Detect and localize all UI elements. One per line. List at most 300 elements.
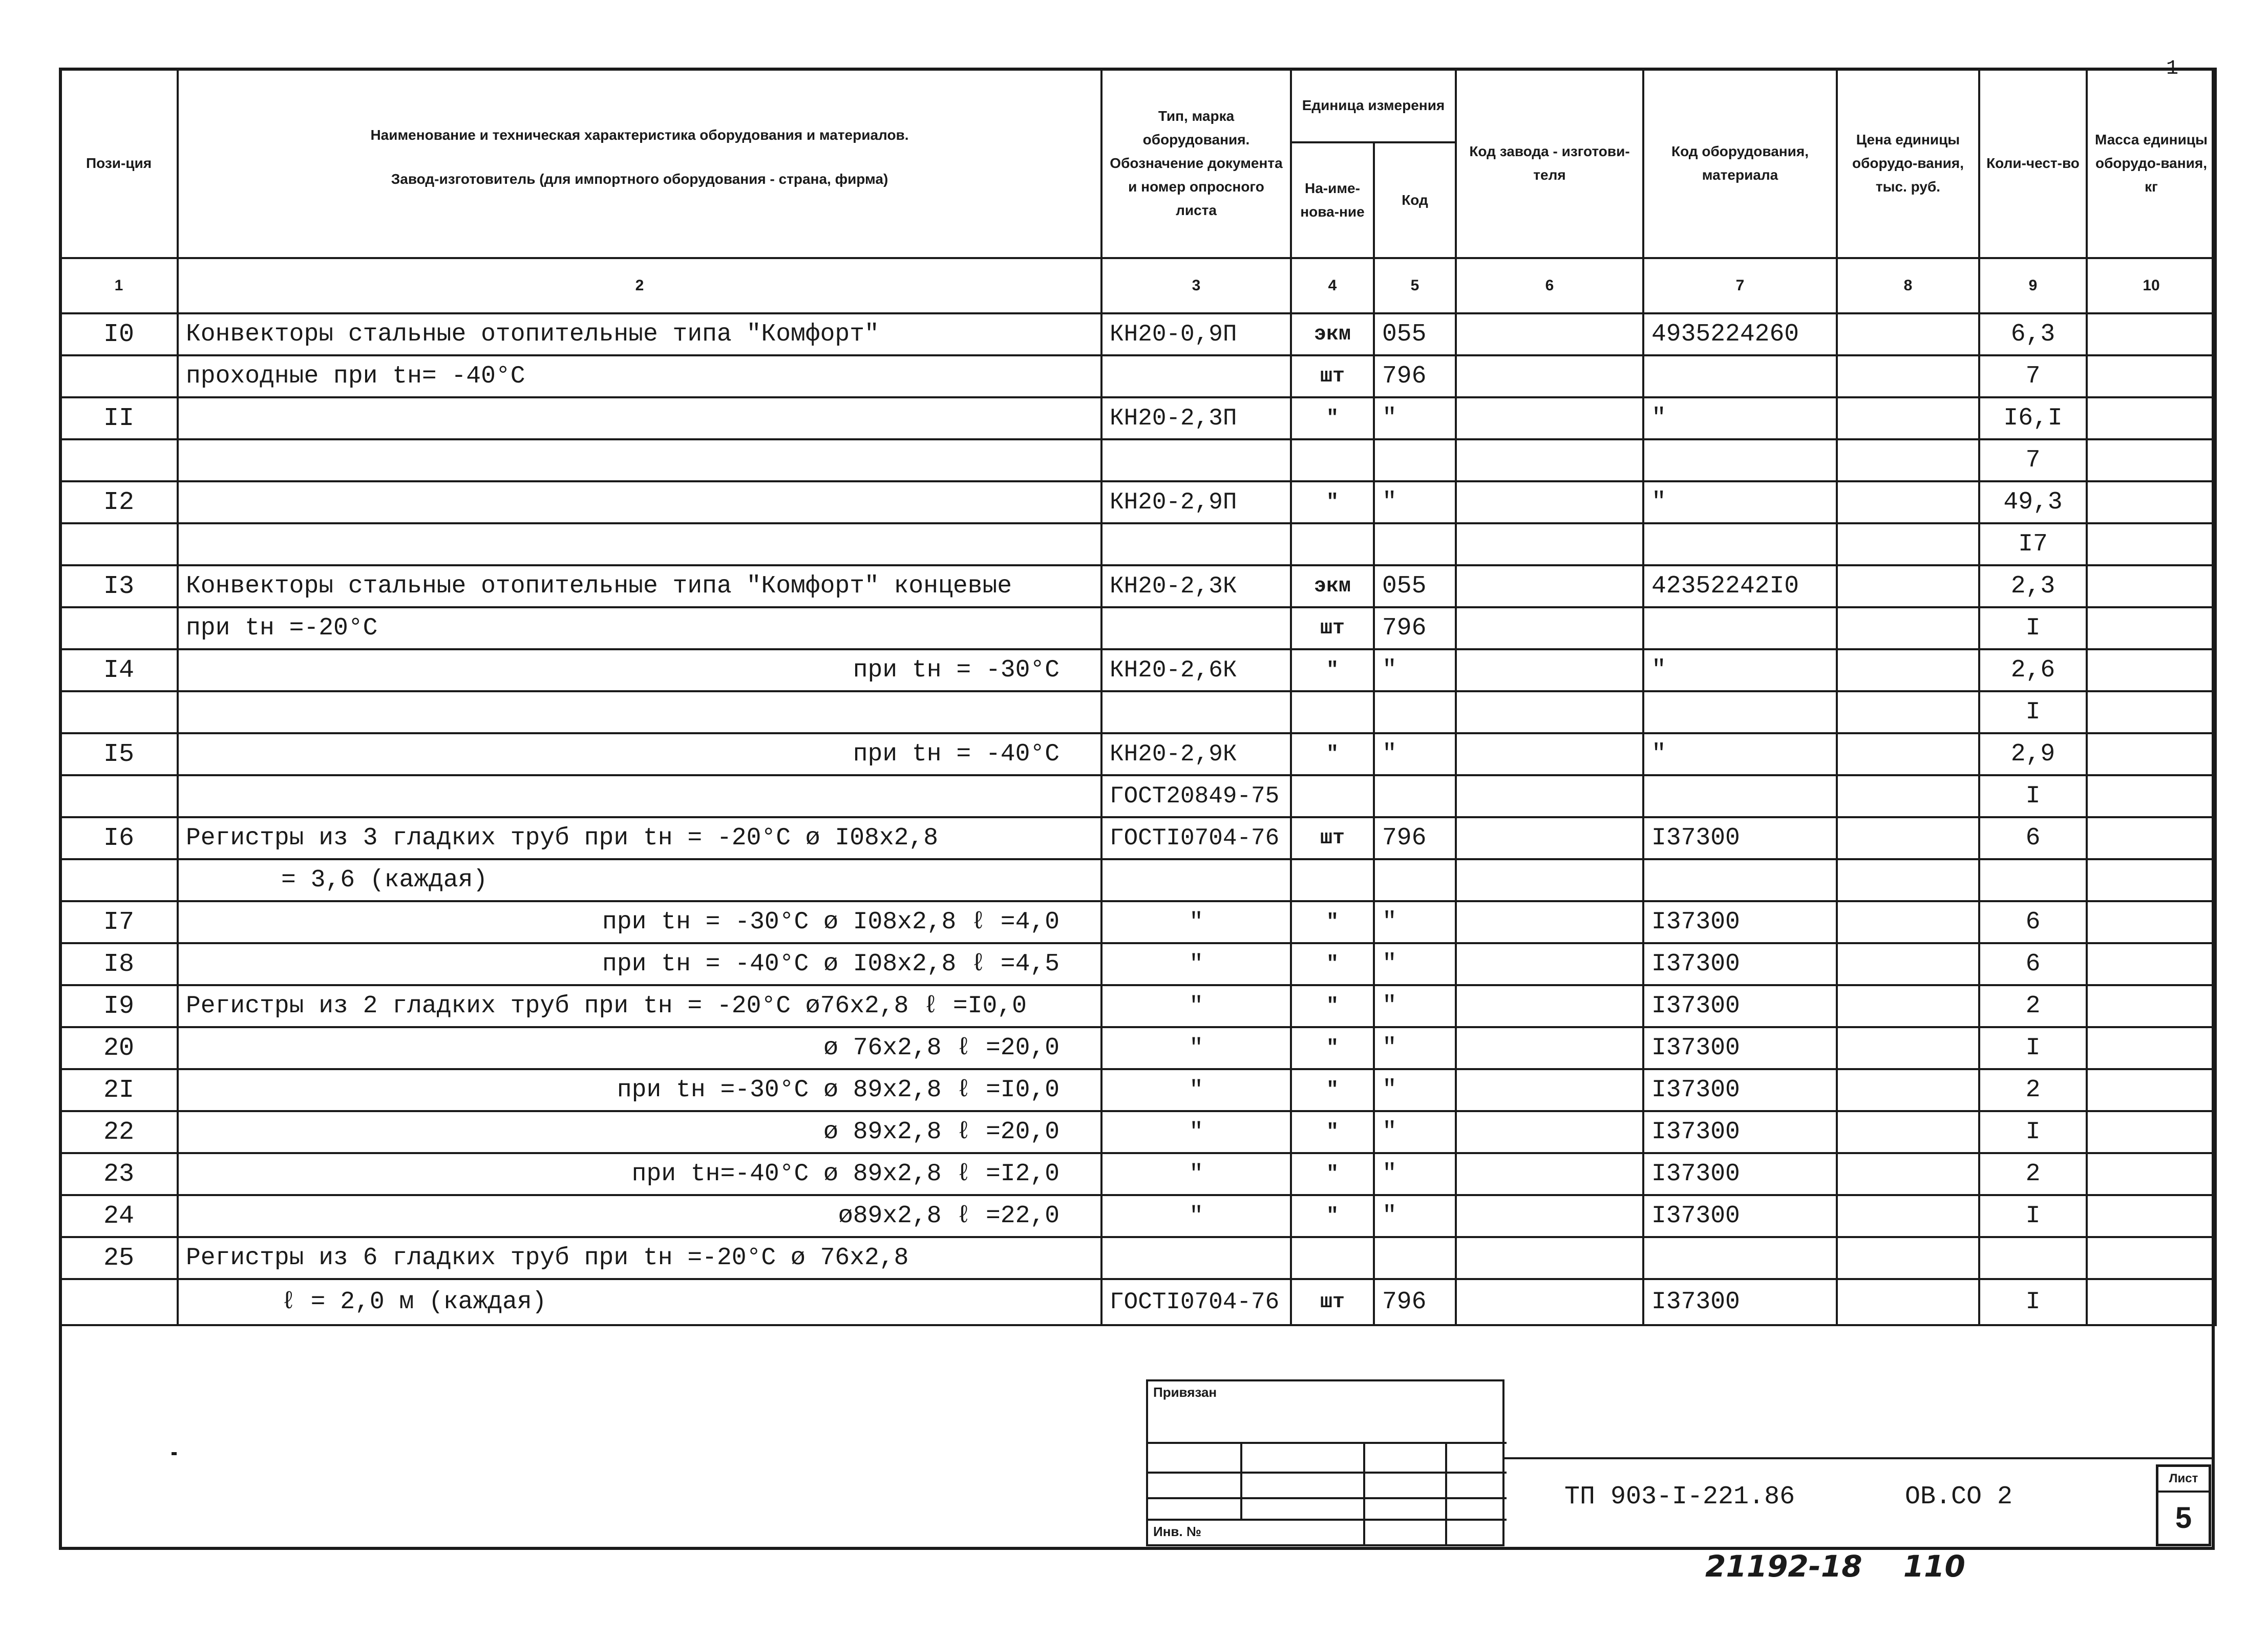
price-cell <box>1837 313 1979 355</box>
table-row <box>60 943 2216 985</box>
unit-name-cell <box>1291 523 1374 565</box>
unit-name-cell <box>1291 439 1374 481</box>
price-cell <box>1837 355 1979 397</box>
mass-cell <box>2087 1237 2216 1279</box>
name-cell: ø 89х2,8 ℓ =20,0 <box>178 1111 1101 1153</box>
mass-cell <box>2087 943 2216 985</box>
equipment-code-cell: I37300 <box>1643 1027 1837 1069</box>
quantity-cell: I <box>1979 1195 2087 1237</box>
position-cell: I4 <box>60 649 178 691</box>
manufacturer-code-cell <box>1456 1069 1643 1111</box>
quantity-cell: 7 <box>1979 439 2087 481</box>
quantity-cell: I <box>1979 1027 2087 1069</box>
colnum: 5 <box>1374 258 1456 313</box>
position-cell: I5 <box>60 733 178 775</box>
unit-code-cell: " <box>1374 397 1456 439</box>
table-row <box>60 397 2216 439</box>
unit-name-cell <box>1291 775 1374 817</box>
price-cell <box>1837 691 1979 733</box>
table-row <box>60 691 2216 733</box>
position-cell <box>60 1279 178 1325</box>
stray-mark <box>172 1452 177 1455</box>
header-name <box>178 69 1101 258</box>
price-cell <box>1837 1027 1979 1069</box>
header-price: Цена единицы оборудо-вания, тыс. руб. <box>1837 69 1979 258</box>
position-cell <box>60 355 178 397</box>
price-cell <box>1837 859 1979 901</box>
price-cell <box>1837 901 1979 943</box>
mass-cell <box>2087 1279 2216 1325</box>
unit-code-cell <box>1374 439 1456 481</box>
equipment-code-cell <box>1643 775 1837 817</box>
unit-code-cell: 055 <box>1374 313 1456 355</box>
unit-name-cell <box>1291 691 1374 733</box>
header-equipment-code: Код оборудования, материала <box>1643 69 1837 258</box>
sheet-number: 5 <box>2175 1501 2192 1535</box>
colnum: 8 <box>1837 258 1979 313</box>
table-row <box>60 1027 2216 1069</box>
name-cell: Конвекторы стальные отопительные типа "Комфорт" <box>178 313 1101 355</box>
equipment-code-cell <box>1643 439 1837 481</box>
unit-name-cell: " <box>1291 943 1374 985</box>
type-cell: " <box>1101 1111 1291 1153</box>
quantity-cell: I <box>1979 1279 2087 1325</box>
colnum: 4 <box>1291 258 1374 313</box>
manufacturer-code-cell <box>1456 607 1643 649</box>
position-cell: II <box>60 397 178 439</box>
unit-name-cell: " <box>1291 1153 1374 1195</box>
mass-cell <box>2087 1069 2216 1111</box>
price-cell <box>1837 985 1979 1027</box>
unit-name-cell: " <box>1291 481 1374 523</box>
type-cell <box>1101 691 1291 733</box>
type-cell: ГОСТI0704-76 <box>1101 817 1291 859</box>
unit-code-cell: " <box>1374 1069 1456 1111</box>
position-cell: 22 <box>60 1111 178 1153</box>
table-row <box>60 901 2216 943</box>
type-cell: КН20-2,3П <box>1101 397 1291 439</box>
specification-table <box>59 68 2217 1327</box>
unit-code-cell: " <box>1374 1195 1456 1237</box>
manufacturer-code-cell <box>1456 817 1643 859</box>
table-row <box>60 439 2216 481</box>
colnum: 6 <box>1456 258 1643 313</box>
price-cell <box>1837 733 1979 775</box>
header-unit-name: На-име-нова-ние <box>1291 142 1374 258</box>
unit-code-cell <box>1374 775 1456 817</box>
header-quantity: Коли-чест-во <box>1979 69 2087 258</box>
equipment-code-cell <box>1643 523 1837 565</box>
price-cell <box>1837 1195 1979 1237</box>
inventory-label: Инв. № <box>1153 1524 1201 1539</box>
type-cell: " <box>1101 1195 1291 1237</box>
mass-cell <box>2087 565 2216 607</box>
position-cell: 25 <box>60 1237 178 1279</box>
type-cell: КН20-2,9К <box>1101 733 1291 775</box>
name-cell: при tн =-30°С ø 89х2,8 ℓ =I0,0 <box>178 1069 1101 1111</box>
quantity-cell: 2 <box>1979 1069 2087 1111</box>
type-cell: ГОСТ20849-75 <box>1101 775 1291 817</box>
table-row <box>60 817 2216 859</box>
unit-name-cell: шт <box>1291 607 1374 649</box>
name-cell <box>178 439 1101 481</box>
manufacturer-code-cell <box>1456 355 1643 397</box>
position-cell: I0 <box>60 313 178 355</box>
header-position: Пози-ция <box>60 69 178 258</box>
header-type: Тип, марка оборудования. Обозначение документа и номер опросного листа <box>1101 69 1291 258</box>
position-cell: 20 <box>60 1027 178 1069</box>
manufacturer-code-cell <box>1456 481 1643 523</box>
equipment-code-cell: I37300 <box>1643 1111 1837 1153</box>
equipment-code-cell: 4935224260 <box>1643 313 1837 355</box>
quantity-cell: I <box>1979 1111 2087 1153</box>
manufacturer-code-cell <box>1456 901 1643 943</box>
equipment-code-cell: " <box>1643 397 1837 439</box>
quantity-cell: 6,3 <box>1979 313 2087 355</box>
position-cell <box>60 439 178 481</box>
manufacturer-code-cell <box>1456 1027 1643 1069</box>
price-cell <box>1837 943 1979 985</box>
mass-cell <box>2087 313 2216 355</box>
unit-name-cell: " <box>1291 901 1374 943</box>
position-cell: 24 <box>60 1195 178 1237</box>
unit-code-cell: " <box>1374 1027 1456 1069</box>
position-cell <box>60 607 178 649</box>
type-cell: " <box>1101 1069 1291 1111</box>
title-block-line <box>1504 1457 2215 1459</box>
price-cell <box>1837 775 1979 817</box>
name-cell: при tн=-40°С ø 89х2,8 ℓ =I2,0 <box>178 1153 1101 1195</box>
unit-name-cell <box>1291 859 1374 901</box>
equipment-code-cell: " <box>1643 733 1837 775</box>
name-cell: при tн = -30°С ø I08х2,8 ℓ =4,0 <box>178 901 1101 943</box>
unit-name-cell: " <box>1291 985 1374 1027</box>
name-cell <box>178 397 1101 439</box>
mass-cell <box>2087 733 2216 775</box>
manufacturer-code-cell <box>1456 1279 1643 1325</box>
equipment-code-cell: I37300 <box>1643 1069 1837 1111</box>
unit-name-cell: " <box>1291 649 1374 691</box>
quantity-cell: 2 <box>1979 985 2087 1027</box>
table-row <box>60 607 2216 649</box>
mass-cell <box>2087 985 2216 1027</box>
table-row <box>60 1111 2216 1153</box>
position-cell: 23 <box>60 1153 178 1195</box>
table-row <box>60 1069 2216 1111</box>
equipment-code-cell: I37300 <box>1643 1153 1837 1195</box>
quantity-cell: I <box>1979 775 2087 817</box>
table-row <box>60 565 2216 607</box>
mass-cell <box>2087 397 2216 439</box>
name-cell: при tн = -40°С <box>178 733 1101 775</box>
colnum: 3 <box>1101 258 1291 313</box>
manufacturer-code-cell <box>1456 649 1643 691</box>
unit-code-cell: 796 <box>1374 355 1456 397</box>
unit-code-cell <box>1374 1237 1456 1279</box>
quantity-cell <box>1979 859 2087 901</box>
table-row <box>60 313 2216 355</box>
table-row <box>60 1237 2216 1279</box>
table-row <box>60 859 2216 901</box>
equipment-code-cell <box>1643 691 1837 733</box>
mass-cell <box>2087 775 2216 817</box>
type-cell <box>1101 355 1291 397</box>
name-cell: Регистры из 6 гладких труб при tн =-20°С ø 76х2,8 <box>178 1237 1101 1279</box>
header-manufacturer-code: Код завода - изготови-теля <box>1456 69 1643 258</box>
column-numbers-row <box>60 258 2216 313</box>
quantity-cell: 6 <box>1979 817 2087 859</box>
price-cell <box>1837 565 1979 607</box>
colnum: 2 <box>178 258 1101 313</box>
header-name-line2: Завод-изготовитель (для импортного оборудования - страна, фирма) <box>391 171 888 187</box>
position-cell: I2 <box>60 481 178 523</box>
quantity-cell: I <box>1979 607 2087 649</box>
document-number: ТП 903-I-221.86 <box>1564 1482 1795 1512</box>
manufacturer-code-cell <box>1456 1111 1643 1153</box>
manufacturer-code-cell <box>1456 733 1643 775</box>
sheet-box <box>2156 1464 2211 1546</box>
table-row <box>60 775 2216 817</box>
manufacturer-code-cell <box>1456 985 1643 1027</box>
equipment-code-cell: I37300 <box>1643 1195 1837 1237</box>
mass-cell <box>2087 523 2216 565</box>
name-cell: ø89х2,8 ℓ =22,0 <box>178 1195 1101 1237</box>
manufacturer-code-cell <box>1456 1237 1643 1279</box>
mass-cell <box>2087 649 2216 691</box>
mass-cell <box>2087 859 2216 901</box>
unit-code-cell: " <box>1374 649 1456 691</box>
name-cell: Конвекторы стальные отопительные типа "Комфорт" концевые <box>178 565 1101 607</box>
position-cell: I9 <box>60 985 178 1027</box>
position-cell <box>60 775 178 817</box>
quantity-cell: I7 <box>1979 523 2087 565</box>
equipment-code-cell: 42352242I0 <box>1643 565 1837 607</box>
table-row <box>60 523 2216 565</box>
mass-cell <box>2087 439 2216 481</box>
unit-name-cell: " <box>1291 397 1374 439</box>
unit-name-cell: " <box>1291 1069 1374 1111</box>
unit-name-cell: шт <box>1291 355 1374 397</box>
quantity-cell: 2,9 <box>1979 733 2087 775</box>
table-row <box>60 1279 2216 1325</box>
name-cell <box>178 691 1101 733</box>
colnum: 1 <box>60 258 178 313</box>
equipment-code-cell: I37300 <box>1643 817 1837 859</box>
quantity-cell: 6 <box>1979 943 2087 985</box>
quantity-cell: 2 <box>1979 1153 2087 1195</box>
mass-cell <box>2087 355 2216 397</box>
unit-code-cell: 796 <box>1374 1279 1456 1325</box>
binding-stamp <box>1146 1379 1504 1546</box>
name-cell <box>178 481 1101 523</box>
position-cell: 2I <box>60 1069 178 1111</box>
position-cell: I6 <box>60 817 178 859</box>
manufacturer-code-cell <box>1456 691 1643 733</box>
unit-name-cell <box>1291 1237 1374 1279</box>
unit-code-cell: 796 <box>1374 607 1456 649</box>
unit-name-cell: " <box>1291 1111 1374 1153</box>
mass-cell <box>2087 901 2216 943</box>
table-row <box>60 733 2216 775</box>
table-row <box>60 355 2216 397</box>
name-cell: ø 76х2,8 ℓ =20,0 <box>178 1027 1101 1069</box>
position-cell <box>60 523 178 565</box>
quantity-cell: I <box>1979 691 2087 733</box>
equipment-code-cell: " <box>1643 649 1837 691</box>
name-cell: Регистры из 2 гладких труб при tн = -20°С ø76х2,8 ℓ =I0,0 <box>178 985 1101 1027</box>
type-cell: " <box>1101 985 1291 1027</box>
type-cell: " <box>1101 943 1291 985</box>
mass-cell <box>2087 481 2216 523</box>
quantity-cell: 2,6 <box>1979 649 2087 691</box>
table-row <box>60 649 2216 691</box>
manufacturer-code-cell <box>1456 523 1643 565</box>
name-cell: ℓ = 2,0 м (каждая) <box>178 1279 1101 1325</box>
unit-code-cell: " <box>1374 733 1456 775</box>
unit-code-cell: " <box>1374 901 1456 943</box>
equipment-code-cell: I37300 <box>1643 1279 1837 1325</box>
manufacturer-code-cell <box>1456 1153 1643 1195</box>
manufacturer-code-cell <box>1456 397 1643 439</box>
header-unit-code: Код <box>1374 142 1456 258</box>
unit-name-cell: шт <box>1291 1279 1374 1325</box>
header-name-line1: Наименование и техническая характеристика оборудования и материалов. <box>370 127 909 143</box>
archive-suffix: 110 <box>1903 1549 1965 1584</box>
unit-code-cell: 055 <box>1374 565 1456 607</box>
equipment-code-cell <box>1643 1237 1837 1279</box>
price-cell <box>1837 649 1979 691</box>
equipment-code-cell <box>1643 607 1837 649</box>
bound-label: Привязан <box>1153 1385 1217 1400</box>
unit-code-cell: " <box>1374 481 1456 523</box>
type-cell <box>1101 523 1291 565</box>
archive-code: 21192-18 <box>1705 1549 1862 1584</box>
name-cell: Регистры из 3 гладких труб при tн = -20°С ø I08х2,8 <box>178 817 1101 859</box>
quantity-cell: 49,3 <box>1979 481 2087 523</box>
unit-code-cell <box>1374 691 1456 733</box>
mass-cell <box>2087 1111 2216 1153</box>
price-cell <box>1837 439 1979 481</box>
equipment-code-cell: I37300 <box>1643 985 1837 1027</box>
corner-mark: 1 <box>2166 57 2179 80</box>
quantity-cell: 6 <box>1979 901 2087 943</box>
archive-number <box>1705 1549 1965 1584</box>
name-cell <box>178 523 1101 565</box>
table-row <box>60 481 2216 523</box>
unit-code-cell: " <box>1374 943 1456 985</box>
price-cell <box>1837 397 1979 439</box>
price-cell <box>1837 1279 1979 1325</box>
type-cell <box>1101 859 1291 901</box>
manufacturer-code-cell <box>1456 439 1643 481</box>
price-cell <box>1837 1111 1979 1153</box>
header-unit: Единица измерения <box>1291 69 1456 142</box>
manufacturer-code-cell <box>1456 1195 1643 1237</box>
manufacturer-code-cell <box>1456 565 1643 607</box>
type-cell: КН20-2,6К <box>1101 649 1291 691</box>
quantity-cell: I6,I <box>1979 397 2087 439</box>
unit-name-cell: шт <box>1291 817 1374 859</box>
header-mass: Масса единицы оборудо-вания, кг <box>2087 69 2216 258</box>
type-cell: ГОСТI0704-76 <box>1101 1279 1291 1325</box>
price-cell <box>1837 1237 1979 1279</box>
position-cell <box>60 691 178 733</box>
unit-name-cell: " <box>1291 1195 1374 1237</box>
equipment-code-cell <box>1643 859 1837 901</box>
mass-cell <box>2087 817 2216 859</box>
type-cell: " <box>1101 1153 1291 1195</box>
table-row <box>60 1195 2216 1237</box>
unit-name-cell: экм <box>1291 565 1374 607</box>
type-cell: " <box>1101 1027 1291 1069</box>
unit-code-cell <box>1374 859 1456 901</box>
equipment-code-cell: I37300 <box>1643 943 1837 985</box>
price-cell <box>1837 607 1979 649</box>
unit-name-cell: " <box>1291 1027 1374 1069</box>
sheet-label: Лист <box>2158 1467 2209 1493</box>
unit-code-cell: " <box>1374 985 1456 1027</box>
equipment-code-cell <box>1643 355 1837 397</box>
type-cell: КН20-2,3К <box>1101 565 1291 607</box>
quantity-cell: 2,3 <box>1979 565 2087 607</box>
price-cell <box>1837 1069 1979 1111</box>
mass-cell <box>2087 691 2216 733</box>
mass-cell <box>2087 607 2216 649</box>
type-cell <box>1101 607 1291 649</box>
position-cell: I3 <box>60 565 178 607</box>
name-cell: при tн = -40°С ø I08х2,8 ℓ =4,5 <box>178 943 1101 985</box>
equipment-code-cell: " <box>1643 481 1837 523</box>
unit-code-cell: " <box>1374 1111 1456 1153</box>
unit-code-cell <box>1374 523 1456 565</box>
manufacturer-code-cell <box>1456 313 1643 355</box>
type-cell <box>1101 1237 1291 1279</box>
name-cell: при tн = -30°С <box>178 649 1101 691</box>
type-cell: КН20-0,9П <box>1101 313 1291 355</box>
quantity-cell: 7 <box>1979 355 2087 397</box>
manufacturer-code-cell <box>1456 943 1643 985</box>
unit-name-cell: " <box>1291 733 1374 775</box>
mass-cell <box>2087 1153 2216 1195</box>
price-cell <box>1837 1153 1979 1195</box>
price-cell <box>1837 481 1979 523</box>
position-cell <box>60 859 178 901</box>
mass-cell <box>2087 1195 2216 1237</box>
document-mark: ОВ.СО 2 <box>1905 1482 2013 1512</box>
type-cell: КН20-2,9П <box>1101 481 1291 523</box>
position-cell: I7 <box>60 901 178 943</box>
table-row <box>60 1153 2216 1195</box>
name-cell <box>178 775 1101 817</box>
equipment-code-cell: I37300 <box>1643 901 1837 943</box>
position-cell: I8 <box>60 943 178 985</box>
type-cell <box>1101 439 1291 481</box>
unit-code-cell: 796 <box>1374 817 1456 859</box>
unit-name-cell: экм <box>1291 313 1374 355</box>
name-cell: при tн =-20°С <box>178 607 1101 649</box>
colnum: 7 <box>1643 258 1837 313</box>
quantity-cell <box>1979 1237 2087 1279</box>
price-cell <box>1837 523 1979 565</box>
mass-cell <box>2087 1027 2216 1069</box>
manufacturer-code-cell <box>1456 859 1643 901</box>
table-row <box>60 985 2216 1027</box>
type-cell: " <box>1101 901 1291 943</box>
colnum: 10 <box>2087 258 2216 313</box>
price-cell <box>1837 817 1979 859</box>
manufacturer-code-cell <box>1456 775 1643 817</box>
colnum: 9 <box>1979 258 2087 313</box>
